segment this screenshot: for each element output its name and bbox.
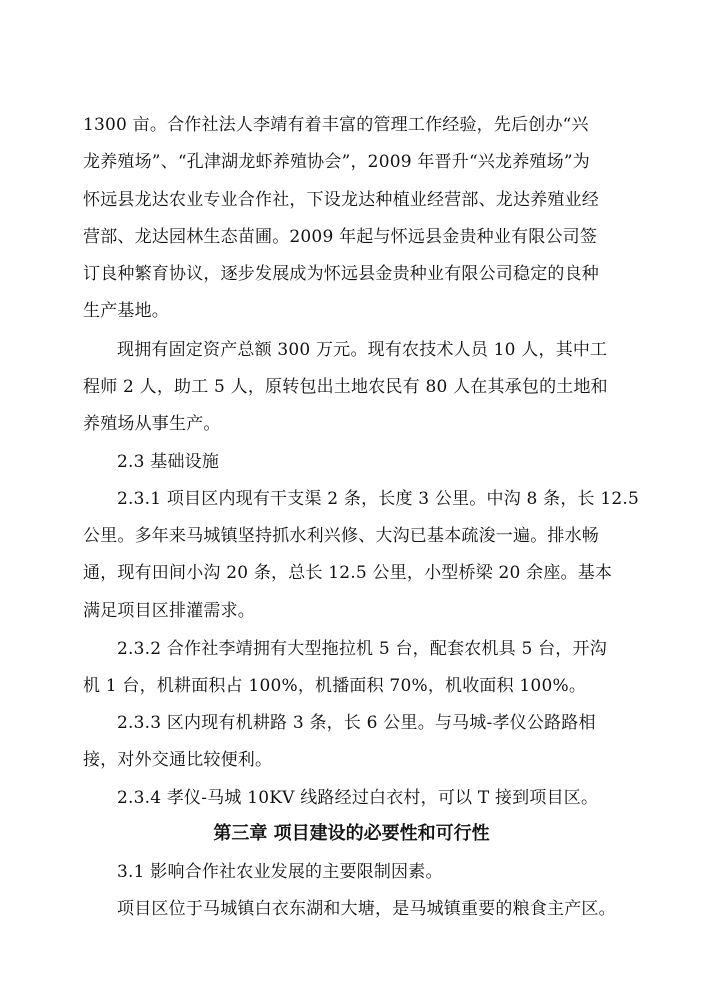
paragraph-2-3-1-line-1: 2.3.1 项目区内现有干支渠 2 条，长度 3 公里。中沟 8 条，长 12.5 [117,489,639,509]
paragraph-1-line-1: 1300 亩。合作社法人李靖有着丰富的管理工作经验，先后创办“兴 [83,115,589,135]
paragraph-2-line-1: 现拥有固定资产总额 300 万元。现有农技术人员 10 人，其中工 [117,340,608,360]
paragraph-2-3-3-line-2: 接，对外交通比较便利。 [83,750,273,770]
paragraph-2-3-1-line-2: 公里。多年来马城镇坚持抓水利兴修、大沟已基本疏浚一遍。排水畅 [83,526,599,546]
paragraph-2-3-1-line-4: 满足项目区排灌需求。 [83,601,255,621]
paragraph-2-line-3: 养殖场从事生产。 [83,414,221,434]
paragraph-1-line-2: 龙养殖场”、“孔津湖龙虾养殖协会”，2009 年晋升“兴龙养殖场”为 [83,152,590,172]
paragraph-2-3-2-line-1: 2.3.2 合作社李靖拥有大型拖拉机 5 台，配套农机具 5 台，开沟 [117,639,607,659]
section-3-1-heading: 3.1 影响合作社农业发展的主要限制因素。 [117,862,443,882]
section-2-3-heading: 2.3 基础设施 [117,452,220,472]
paragraph-2-3-2-line-2: 机 1 台，机耕面积占 100%，机播面积 70%，机收面积 100%。 [83,676,587,696]
paragraph-2-3-1-line-3: 通，现有田间小沟 20 条，总长 12.5 公里，小型桥梁 20 余座。基本 [83,563,613,583]
paragraph-1-line-4: 营部、龙达园林生态苗圃。2009 年起与怀远县金贵种业有限公司签 [83,227,598,247]
paragraph-1-line-6: 生产基地。 [83,301,169,321]
paragraph-2-3-3-line-1: 2.3.3 区内现有机耕路 3 条，长 6 公里。与马城-孝仪公路路相 [117,713,596,733]
chapter-3-heading: 第三章 项目建设的必要性和可行性 [213,823,490,844]
paragraph-2-line-2: 程师 2 人，助工 5 人，原转包出土地农民有 80 人在其承包的土地和 [83,377,608,397]
paragraph-2-3-4-line-1: 2.3.4 孝仪-马城 10KV 线路经过白衣村，可以 T 接到项目区。 [117,788,599,808]
paragraph-1-line-3: 怀远县龙达农业专业合作社，下设龙达种植业经营部、龙达养殖业经 [83,190,599,210]
closing-paragraph-line-1: 项目区位于马城镇白衣东湖和大塘，是马城镇重要的粮食主产区。 [117,899,616,919]
paragraph-1-line-5: 订良种繁育协议，逐步发展成为怀远县金贵种业有限公司稳定的良种 [83,264,599,284]
